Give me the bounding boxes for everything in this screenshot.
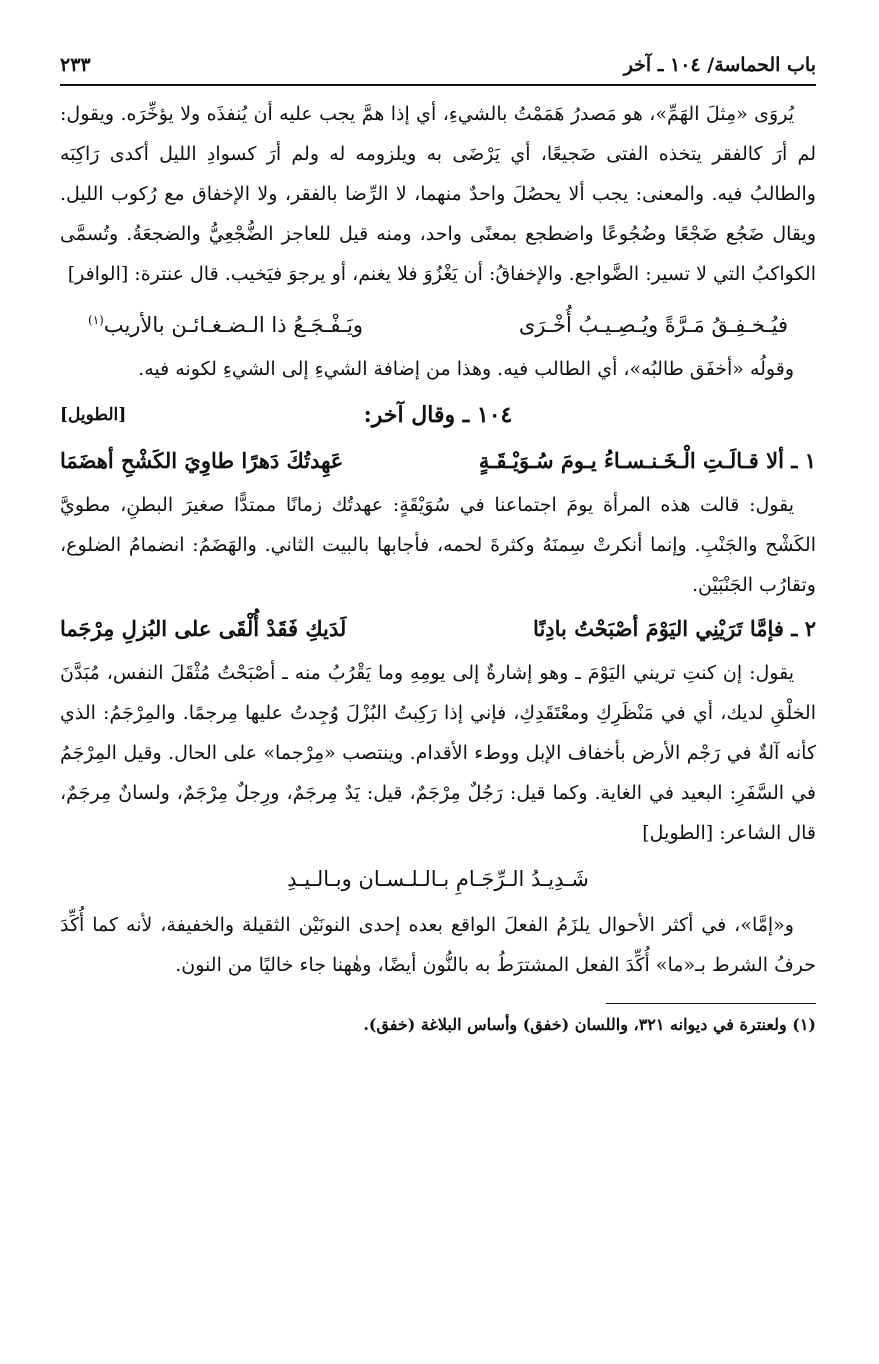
footnote-separator	[606, 1003, 816, 1004]
verse-1-hemistich-1: ١ ـ ألا قـالَـتِ الْـخَـنـسـاءُ يـومَ سُـوَيْـقَـةٍ	[478, 448, 816, 473]
running-header	[60, 52, 816, 86]
verse-quote-antara	[60, 294, 816, 349]
paragraph-commentary-4: يقول: إن كنتِ تريني اليَوْمَ ـ وهو إشارةٌ إلى يومِهِ وما يَقْرُبُ منه ـ أصْبَحْتُ مُثْقَلَ النفس، مُبَدَّنَ الخلْقِ لديك، أي في مَنْظَرِكِ ومعْتَقَدِكِ، فإني إذا رَكِبتُ البُزْلَ وُجِدتُ عليها مِرجمًا. والمِرْجَمُ: الذي كأنه آلةٌ في رَجْم الأرض بأخفاف الإبل ووطء الأقدام. وينتصب «مِرْجما» على الحال. وقيل المِرْجَمُ في السَّفَرِ: البعيد في الغاية. وكما قيل: رَجُلٌ مِرْجَمٌ، قيل: يَدٌ مِرجَمٌ، ورِجلٌ مِرْجَمٌ، ولسانٌ مِرجَمٌ، قال الشاعر: [الطويل]	[60, 662, 816, 844]
verse-1-hemistich-2: عَهِدتُكَ دَهرًا طاوِيَ الكَشْحِ أهضَمَا	[60, 448, 344, 473]
verse-quote-hemistich-1: فيُـخـفِـقُ مَـرَّةً ويُـصِـيـبُ أُخْـرَى	[518, 313, 788, 337]
header-title: باب الحماسة/ ١٠٤ ـ آخر	[623, 54, 816, 76]
footnote: (١) ولعنترة في ديوانه ٣٢١، واللسان (خفق) وأساس البلاغة (خفق).	[363, 1015, 816, 1034]
page	[60, 52, 816, 1042]
page-number: ٢٣٣	[60, 54, 91, 76]
section-heading	[60, 393, 816, 437]
footnote-mark: (١)	[88, 313, 104, 327]
section-meter: [الطويل]	[60, 405, 127, 425]
section-title: ١٠٤ ـ وقال آخر:	[363, 402, 513, 428]
verse-1	[60, 437, 816, 485]
verse-quote-hemistich-2: ويَـفْـجَـعُ ذا الـضـغـائـن بالأريب$^{(١)}$	[88, 313, 364, 337]
verse-2	[60, 605, 816, 653]
paragraph-commentary-1: يُروَى «مِثلَ الهَمِّ»، هو مَصدرُ هَمَمْتُ بالشيءِ، أي إذا همَّ يجب عليه أن يُنفذَه ولا يؤخِّرَه. ويقول: لم أرَ كالفقر يتخذه الفتى ضَجيعًا، أي يَرْضَى به ويلزومه له ولم أرَ كسوادِ الليل أكدى رَاكِبَه والطالبُ فيه. والمعنى: يجب ألا يحصُلَ واحدٌ منهما، لا الرِّضا بالفقر، ولا الإخفاق مع رُكوب الليل. ويقال ضَجُع ضَجْعًا وضُجُوعًا واضطجع بمعنًى واحد، ومنه قيل للعاجز الضُّجْعِيُّ والضجعَةُ. وتُسمَّى الكواكبُ التي لا تسير: الضَّواجع. والإخفاقُ: أن يَغْزُوَ فلا يغنم، أو يرجوَ فيَخيب. قال عنترة: [الوافر]	[60, 103, 816, 285]
paragraph-commentary-3: يقول: قالت هذه المرأة يومَ اجتماعنا في سُوَيْقَةٍ: عهدتُك زمانًا ممتدًّا صغيرَ البطنِ، مطويَّ الكَشْح والجَنْبِ. وإنما أنكرتْ سِمنَهُ وكثرةَ لحمه، فأجابها بالبيت الثاني. والهَضَمُ: انضمامُ الضلوع، وتقارُب الجَنْبَيْن.	[60, 494, 816, 596]
quoted-hemistich: شَـدِيـدُ الـرِّجَـامِ بـالـلـسـان وبـالـيـدِ	[287, 867, 589, 891]
verse-2-hemistich-1: ٢ ـ فإمَّا تَرَيْنِي اليَوْمَ أصْبَحْتُ بادِنًا	[533, 616, 816, 641]
verse-2-hemistich-2: لَدَيكِ فَقَدْ أُلْقَى على البُزلِ مِرْجَما	[60, 616, 347, 641]
paragraph-commentary-5: و«إمَّا»، في أكثر الأحوال يلزَمُ الفعلَ الواقع بعده إحدى النونَيْن الثقيلة والخفيفة، لأنه كما أُكِّدَ حرفُ الشرط بـ«ما» أُكِّدَ الفعل المشترَطُ به بالنُّون أيضًا، وهٰهنا جاء خاليًا من النون.	[60, 914, 816, 976]
paragraph-commentary-2: وقولُه «أخفَق طالبُه»، أي الطالب فيه. وهذا من إضافة الشيءِ إلى الشيءِ لكونه فيه.	[138, 358, 794, 380]
